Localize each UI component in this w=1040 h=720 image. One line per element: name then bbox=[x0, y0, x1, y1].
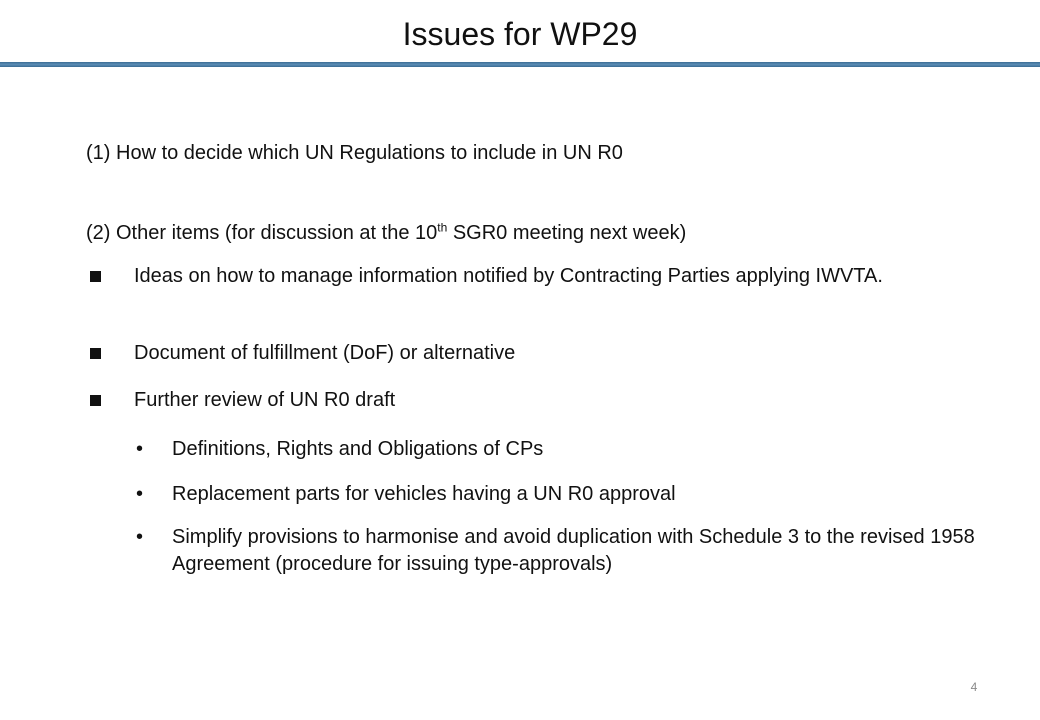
slide-title: Issues for WP29 bbox=[402, 16, 638, 52]
square-bullet-icon bbox=[90, 271, 101, 282]
sub-bullet-text-1: Definitions, Rights and Obligations of CPs bbox=[172, 438, 544, 460]
square-bullet-icon bbox=[90, 395, 101, 406]
square-bullet-icon bbox=[90, 348, 101, 359]
sub-bullet-item-3 bbox=[136, 524, 996, 578]
sub-bullet-item-2 bbox=[136, 481, 996, 508]
bullet-item-2 bbox=[86, 340, 966, 367]
page-number: 4 bbox=[970, 680, 978, 694]
section-2-superscript: th bbox=[437, 220, 448, 235]
dot-bullet-icon: • bbox=[136, 438, 144, 460]
bullet-item-1 bbox=[86, 263, 966, 290]
section-1-heading: (1) How to decide which UN Regulations to include in UN R0 bbox=[86, 142, 623, 164]
section-2-prefix: (2) Other items (for discussion at the 10 bbox=[86, 222, 438, 244]
title-rule bbox=[0, 62, 1040, 67]
bullet-item-3 bbox=[86, 387, 966, 414]
section-2-heading bbox=[86, 220, 686, 246]
sub-bullet-text-3: Simplify provisions to harmonise and avoid duplication with Schedule 3 to the revised 1958 Agreement (procedure for issuing type-approvals) bbox=[172, 526, 975, 575]
bullet-text-3: Further review of UN R0 draft bbox=[134, 389, 396, 411]
sub-bullet-item-1 bbox=[136, 436, 996, 463]
dot-bullet-icon: • bbox=[136, 483, 144, 505]
dot-bullet-icon: • bbox=[136, 526, 144, 548]
bullet-text-1: Ideas on how to manage information notified by Contracting Parties applying IWVTA. bbox=[134, 265, 883, 287]
bullet-text-2: Document of fulfillment (DoF) or alternative bbox=[134, 342, 516, 364]
section-2-suffix: SGR0 meeting next week) bbox=[447, 222, 687, 244]
sub-bullet-text-2: Replacement parts for vehicles having a UN R0 approval bbox=[172, 483, 676, 505]
